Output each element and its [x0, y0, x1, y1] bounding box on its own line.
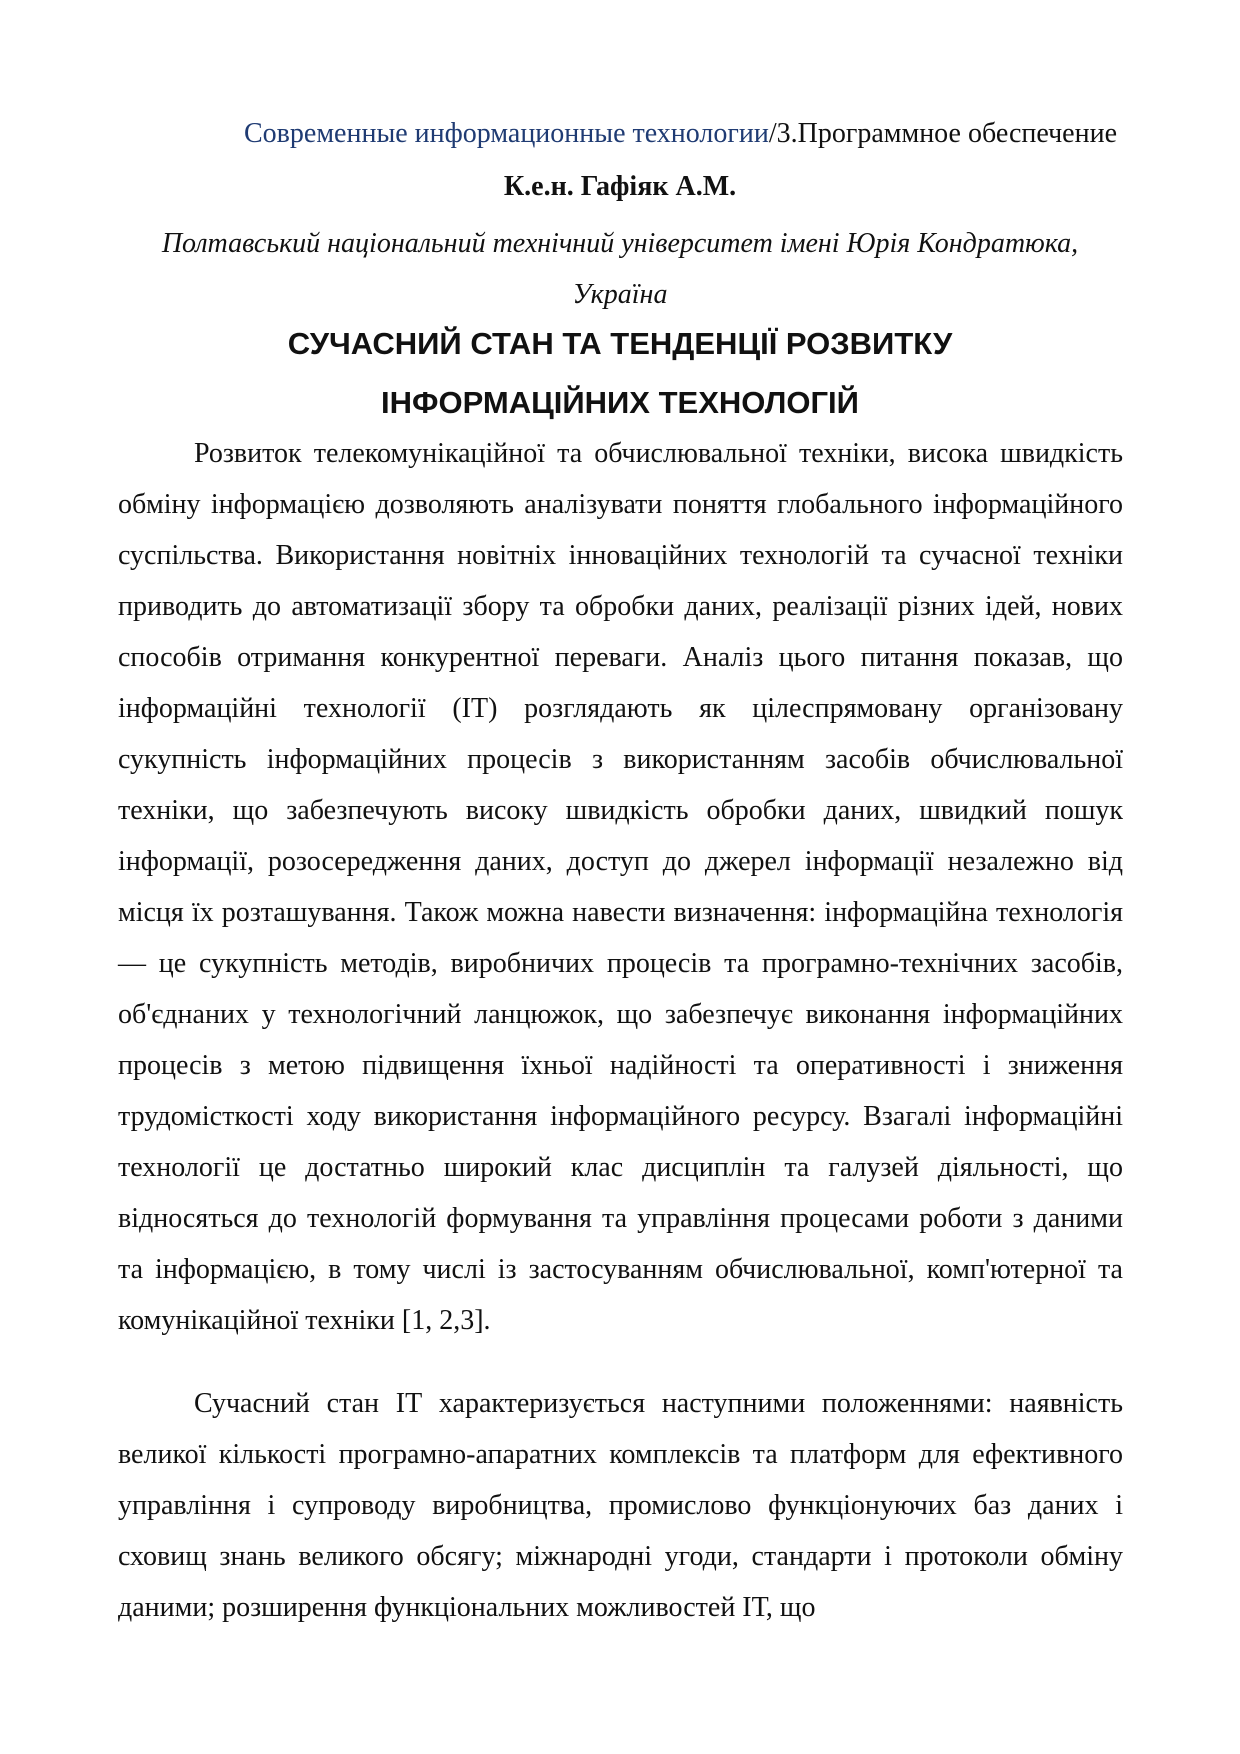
body-paragraph-1: Розвиток телекомунікаційної та обчислювальної техніки, висока швидкість обміну інформацією дозволяють аналізувати поняття глобального інформаційного суспільства. Використання новітніх інноваційних технологій та сучасної техніки приводить до автоматизації збору та обробки даних, реалізації різних ідей, нових способів отримання конкурентної переваги. Аналіз цього питання показав, що інформаційні технології (ІТ) розглядають як цілеспрямовану організовану сукупність інформаційних процесів з використанням засобів обчислювальної техніки, що забезпечують високу швидкість обробки даних, швидкий пошук інформації, розосередження даних, доступ до джерел інформації незалежно від місця їх розташування. Також можна навести визначення: інформаційна технологія — це сукупність методів, виробничих процесів та програмно-технічних засобів, об'єднаних у технологічний ланцюжок, що забезпечує виконання інформаційних процесів з метою підвищення їхньої надійності та оперативності і зниження трудомісткості ходу використання інформаційного ресурсу. Взагалі інформаційні технології це достатньо широкий клас дисциплін та галузей діяльності, що відносяться до технологій формування та управління процесами роботи з даними та інформацією, в тому числі із застосуванням обчислювальної, комп'ютерної та комунікаційної техніки [1, 2,3].	[118, 438, 1123, 1336]
body-paragraph-2: Сучасний стан ІТ характеризується наступними положеннями: наявність великої кількості програмно-апаратних комплексів та платформ для ефективного управління і супроводу виробництва, промислово функціонуючих баз даних і сховищ знань великого обсягу; міжнародні угоди, стандарти і протоколи обміну даними; розширення функціональних можливостей ІТ, що	[118, 1388, 1123, 1623]
section-link[interactable]: Современные информационные технологии	[244, 118, 769, 149]
paper-title-line-1: СУЧАСНИЙ СТАН ТА ТЕНДЕНЦІЇ РОЗВИТКУ	[287, 326, 953, 361]
section-header	[244, 114, 1117, 154]
paper-title	[0, 314, 1240, 432]
paper-title-line-2: ІНФОРМАЦІЙНИХ ТЕХНОЛОГІЙ	[381, 385, 859, 420]
section-subtitle: /3.Программное обеспечение	[768, 118, 1117, 149]
author-affiliation: Полтавський національний технічний університет імені Юрія Кондратюка, Україна	[161, 228, 1079, 310]
author-name: К.е.н. Гафіяк А.М.	[503, 171, 737, 202]
